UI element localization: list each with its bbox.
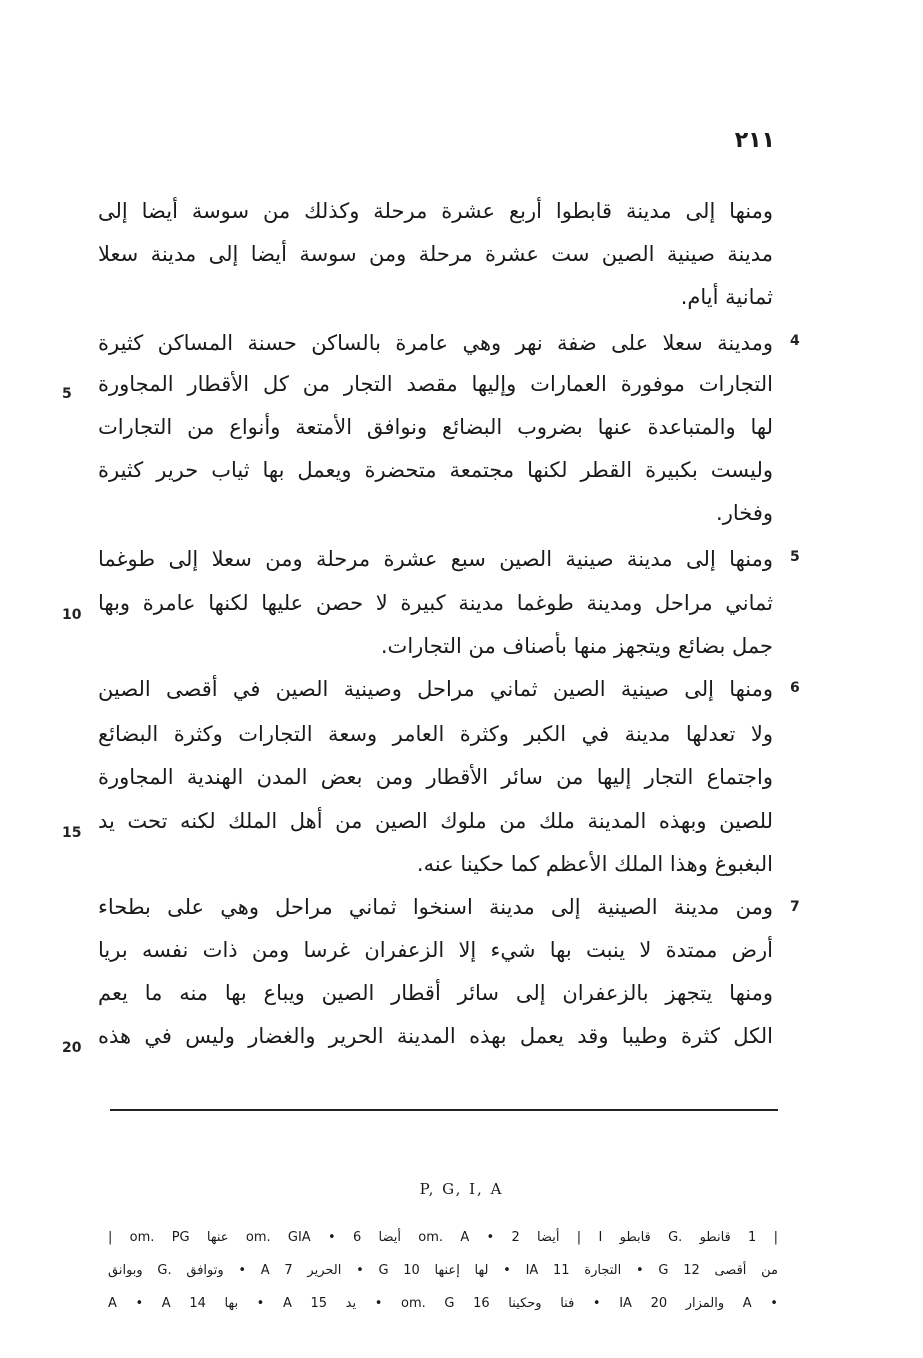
paragraph-number-7: 7 (790, 899, 800, 915)
line-number-5: 5 (62, 386, 72, 402)
line-number-15: 15 (62, 825, 82, 841)
body-line-15: للصين وبهذه المدينة ملك من ملوك الصين من أهل الملك لكنه تحت يد (98, 809, 773, 833)
line-number-10: 10 (62, 607, 82, 623)
paragraph-number-6: 6 (790, 680, 800, 696)
manuscript-sigla: P, G, I, A (419, 1180, 504, 1198)
body-line-6: لها والمتباعدة عنها بضروب البضائع ونوافق الأمتعة وأنواع من التجارات (98, 415, 773, 439)
body-line-3: ثمانية أيام. (680, 285, 773, 309)
body-line-9: ومنها إلى مدينة صينية الصين سبع عشرة مرحلة ومن سعلا إلى طوغما (98, 547, 773, 571)
paragraph-number-4: 4 (790, 333, 800, 349)
body-line-7: وليست بكبيرة القطر لكنها مجتمعة متحضرة ويعمل بها ثياب حرير كثيرة (98, 458, 773, 482)
paragraph-number-5: 5 (790, 549, 800, 565)
body-line-1: ومنها إلى مدينة قابطوا أربع عشرة مرحلة وكذلك من سوسة أيضا إلى (98, 199, 773, 223)
body-line-2: مدينة صينية الصين ست عشرة مرحلة ومن سوسة أيضا إلى مدينة سعلا (98, 242, 773, 266)
body-line-5: التجارات موفورة العمارات وإليها مقصد التجار من كل الأقطار المجاورة (98, 372, 773, 396)
apparatus-line-3: • A والمزار 20 IA • فنا وحكينا 16 om. G • يد 15 A • بها 14 A • A (108, 1296, 778, 1311)
line-number-20: 20 (62, 1040, 82, 1056)
body-line-13: ولا تعدلها مدينة في الكبر وكثرة العامر وسعة التجارات وكثرة البضائع (98, 722, 773, 746)
apparatus-line-1: | 1 قانطو .G قابطو I | أيضا om. A • 2 أيضا om. GIA • 6 عنها om. PG | (108, 1230, 778, 1245)
apparatus-line-2: من أقصى 12 G • التجارة 11 IA • لها إعنها 10 G • الحرير 7 A • وتوافق .G وبوانق (108, 1263, 778, 1278)
body-line-19: ومنها يتجهز بالزعفران إلى سائر أقطار الصين ويباع بها منه ما يعم (98, 981, 773, 1005)
body-line-14: واجتماع التجار إليها من سائر الأقطار ومن بعض المدن الهندية المجاورة (98, 765, 773, 789)
body-line-17: ومن مدينة الصينية إلى مدينة اسنخوا ثماني مراحل وهي على بطحاء (98, 895, 773, 919)
body-line-8: وفخار. (716, 501, 773, 525)
body-line-20: الكل كثرة وطيبا وقد يعمل بهذه المدينة الحرير والغضار وليس في هذه (98, 1024, 773, 1048)
body-line-12: ومنها إلى صينية الصين ثماني مراحل وصينية الصين في أقصى الصين (98, 677, 773, 701)
body-line-4: ومدينة سعلا على ضفة نهر وهي عامرة بالساكن حسنة المساكن كثيرة (98, 331, 773, 355)
body-line-16: البغبوغ وهذا الملك الأعظم كما حكينا عنه. (416, 852, 773, 876)
body-line-10: ثماني مراحل ومدينة طوغما مدينة كبيرة لا حصن عليها لكنها عامرة وبها (98, 591, 773, 615)
body-line-11: جمل بضائع ويتجهز منها بأصناف من التجارات. (380, 634, 773, 658)
page-number: ٢١١ (734, 128, 775, 153)
body-line-18: أرض ممتدة لا ينبت بها شيء إلا الزعفران غرسا ومن ذات نفسه بريا (98, 938, 773, 962)
footnote-divider (110, 1109, 778, 1111)
